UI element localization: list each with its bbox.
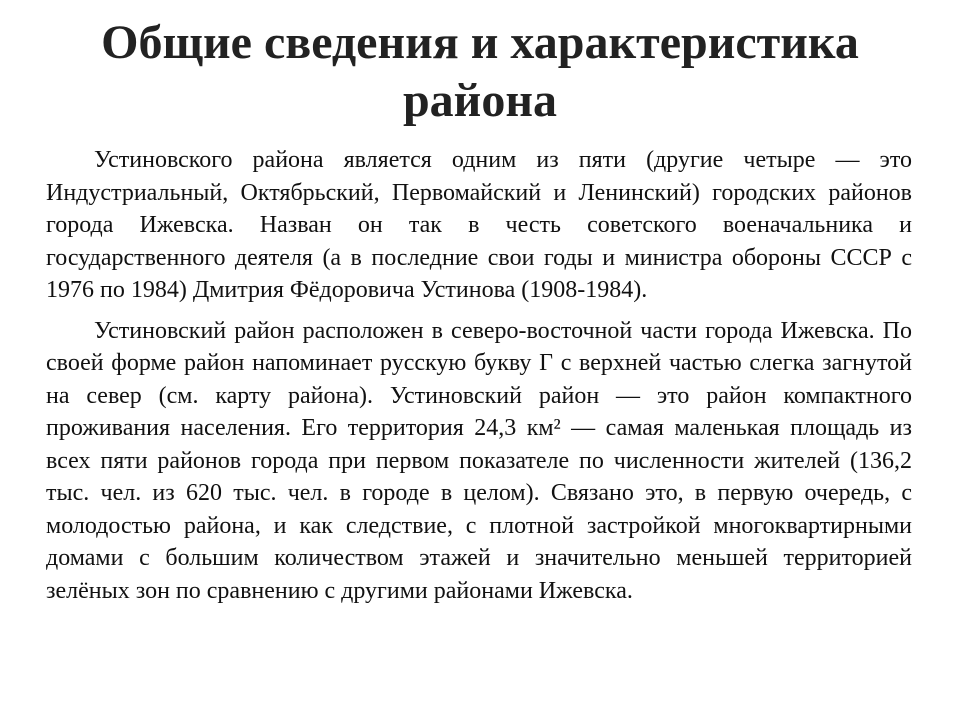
slide-body: [46, 144, 912, 615]
paragraph-intro: Устиновского района является одним из пяти (другие четыре — это Индустриальный, Октябрьский, Первомайский и Ленинский) городских районов города Ижевска. Назван он так в честь советского военачальника и государственного деятеля (а в последние свои годы и министра обороны СССР с 1976 по 1984) Дмитрия Фёдоровича Устинова (1908-1984).: [46, 147, 912, 303]
paragraph-location: Устиновский район расположен в северо-восточной части города Ижевска. По своей форме район напоминает русскую букву Г с верхней частью слегка загнутой на север (см. карту района). Устиновский район — это район компактного проживания населения. Его территория 24,3 км² — самая маленькая площадь из всех пяти районов города при первом показателе по численности жителей (136,2 тыс. чел. из 620 тыс. чел. в городе в целом). Связано это, в первую очередь, с молодостью района, и как следствие, с плотной застройкой многоквартирными домами с большим количеством этажей и значительно меньшей территорией зелёных зон по сравнению с другими районами Ижевска.: [46, 317, 912, 604]
slide-title: Общие сведения и характеристика района: [101, 16, 859, 127]
